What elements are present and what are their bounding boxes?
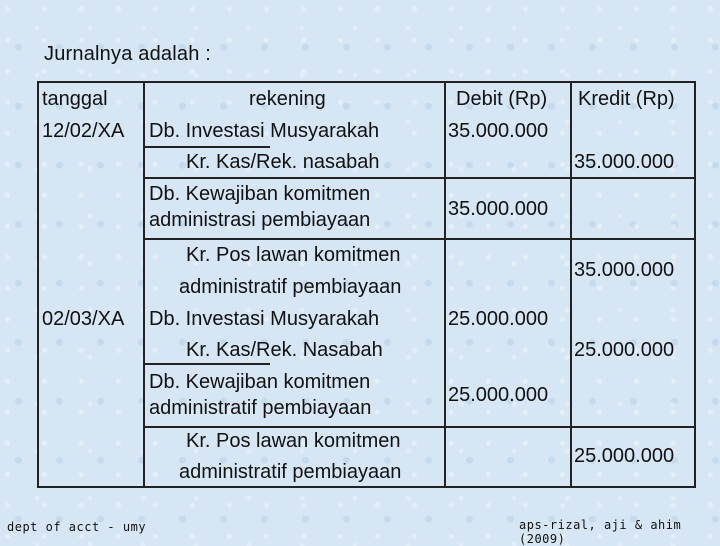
entry-account: Db. Kewajiban komitmen <box>149 183 371 205</box>
header-debit: Debit (Rp) <box>456 88 548 110</box>
entry-account: Db. Investasi Musyarakah <box>149 308 380 330</box>
header-account: rekening <box>249 88 326 110</box>
entry-account: Kr. Kas/Rek. nasabah <box>186 151 380 173</box>
header-credit: Kredit (Rp) <box>578 88 675 110</box>
slide-title: Jurnalnya adalah : <box>44 43 212 65</box>
row-divider <box>143 238 696 240</box>
entry-account: Db. Investasi Musyarakah <box>149 120 380 142</box>
entry-account: administratif pembiayaan <box>179 461 402 483</box>
entry-credit: 25.000.000 <box>574 339 675 361</box>
footer-department: dept of acct - umy <box>7 520 147 534</box>
row-divider <box>143 146 270 148</box>
entry-debit: 35.000.000 <box>448 198 549 220</box>
entry-credit: 35.000.000 <box>574 151 675 173</box>
entry-debit: 25.000.000 <box>448 308 549 330</box>
entry-account: administratif pembiayaan <box>179 276 402 298</box>
row-divider <box>143 177 696 179</box>
header-date: tanggal <box>42 88 108 110</box>
row-divider <box>143 363 270 365</box>
entry-debit: 25.000.000 <box>448 384 549 406</box>
entry-credit: 35.000.000 <box>574 259 675 281</box>
entry-account: Db. Kewajiban komitmen <box>149 371 371 393</box>
entry-date: 12/02/XA <box>42 120 125 142</box>
entry-account: Kr. Pos lawan komitmen <box>186 244 401 266</box>
entry-debit: 35.000.000 <box>448 120 549 142</box>
row-divider <box>143 426 696 428</box>
entry-account: administratif pembiayaan <box>149 397 372 419</box>
entry-account: Kr. Pos lawan komitmen <box>186 430 401 452</box>
entry-account: administrasi pembiayaan <box>149 209 371 231</box>
entry-account: Kr. Kas/Rek. Nasabah <box>186 339 383 361</box>
entry-date: 02/03/XA <box>42 308 125 330</box>
footer-authors: aps-rizal, aji & ahim (2009) <box>519 518 682 546</box>
entry-credit: 25.000.000 <box>574 445 675 467</box>
